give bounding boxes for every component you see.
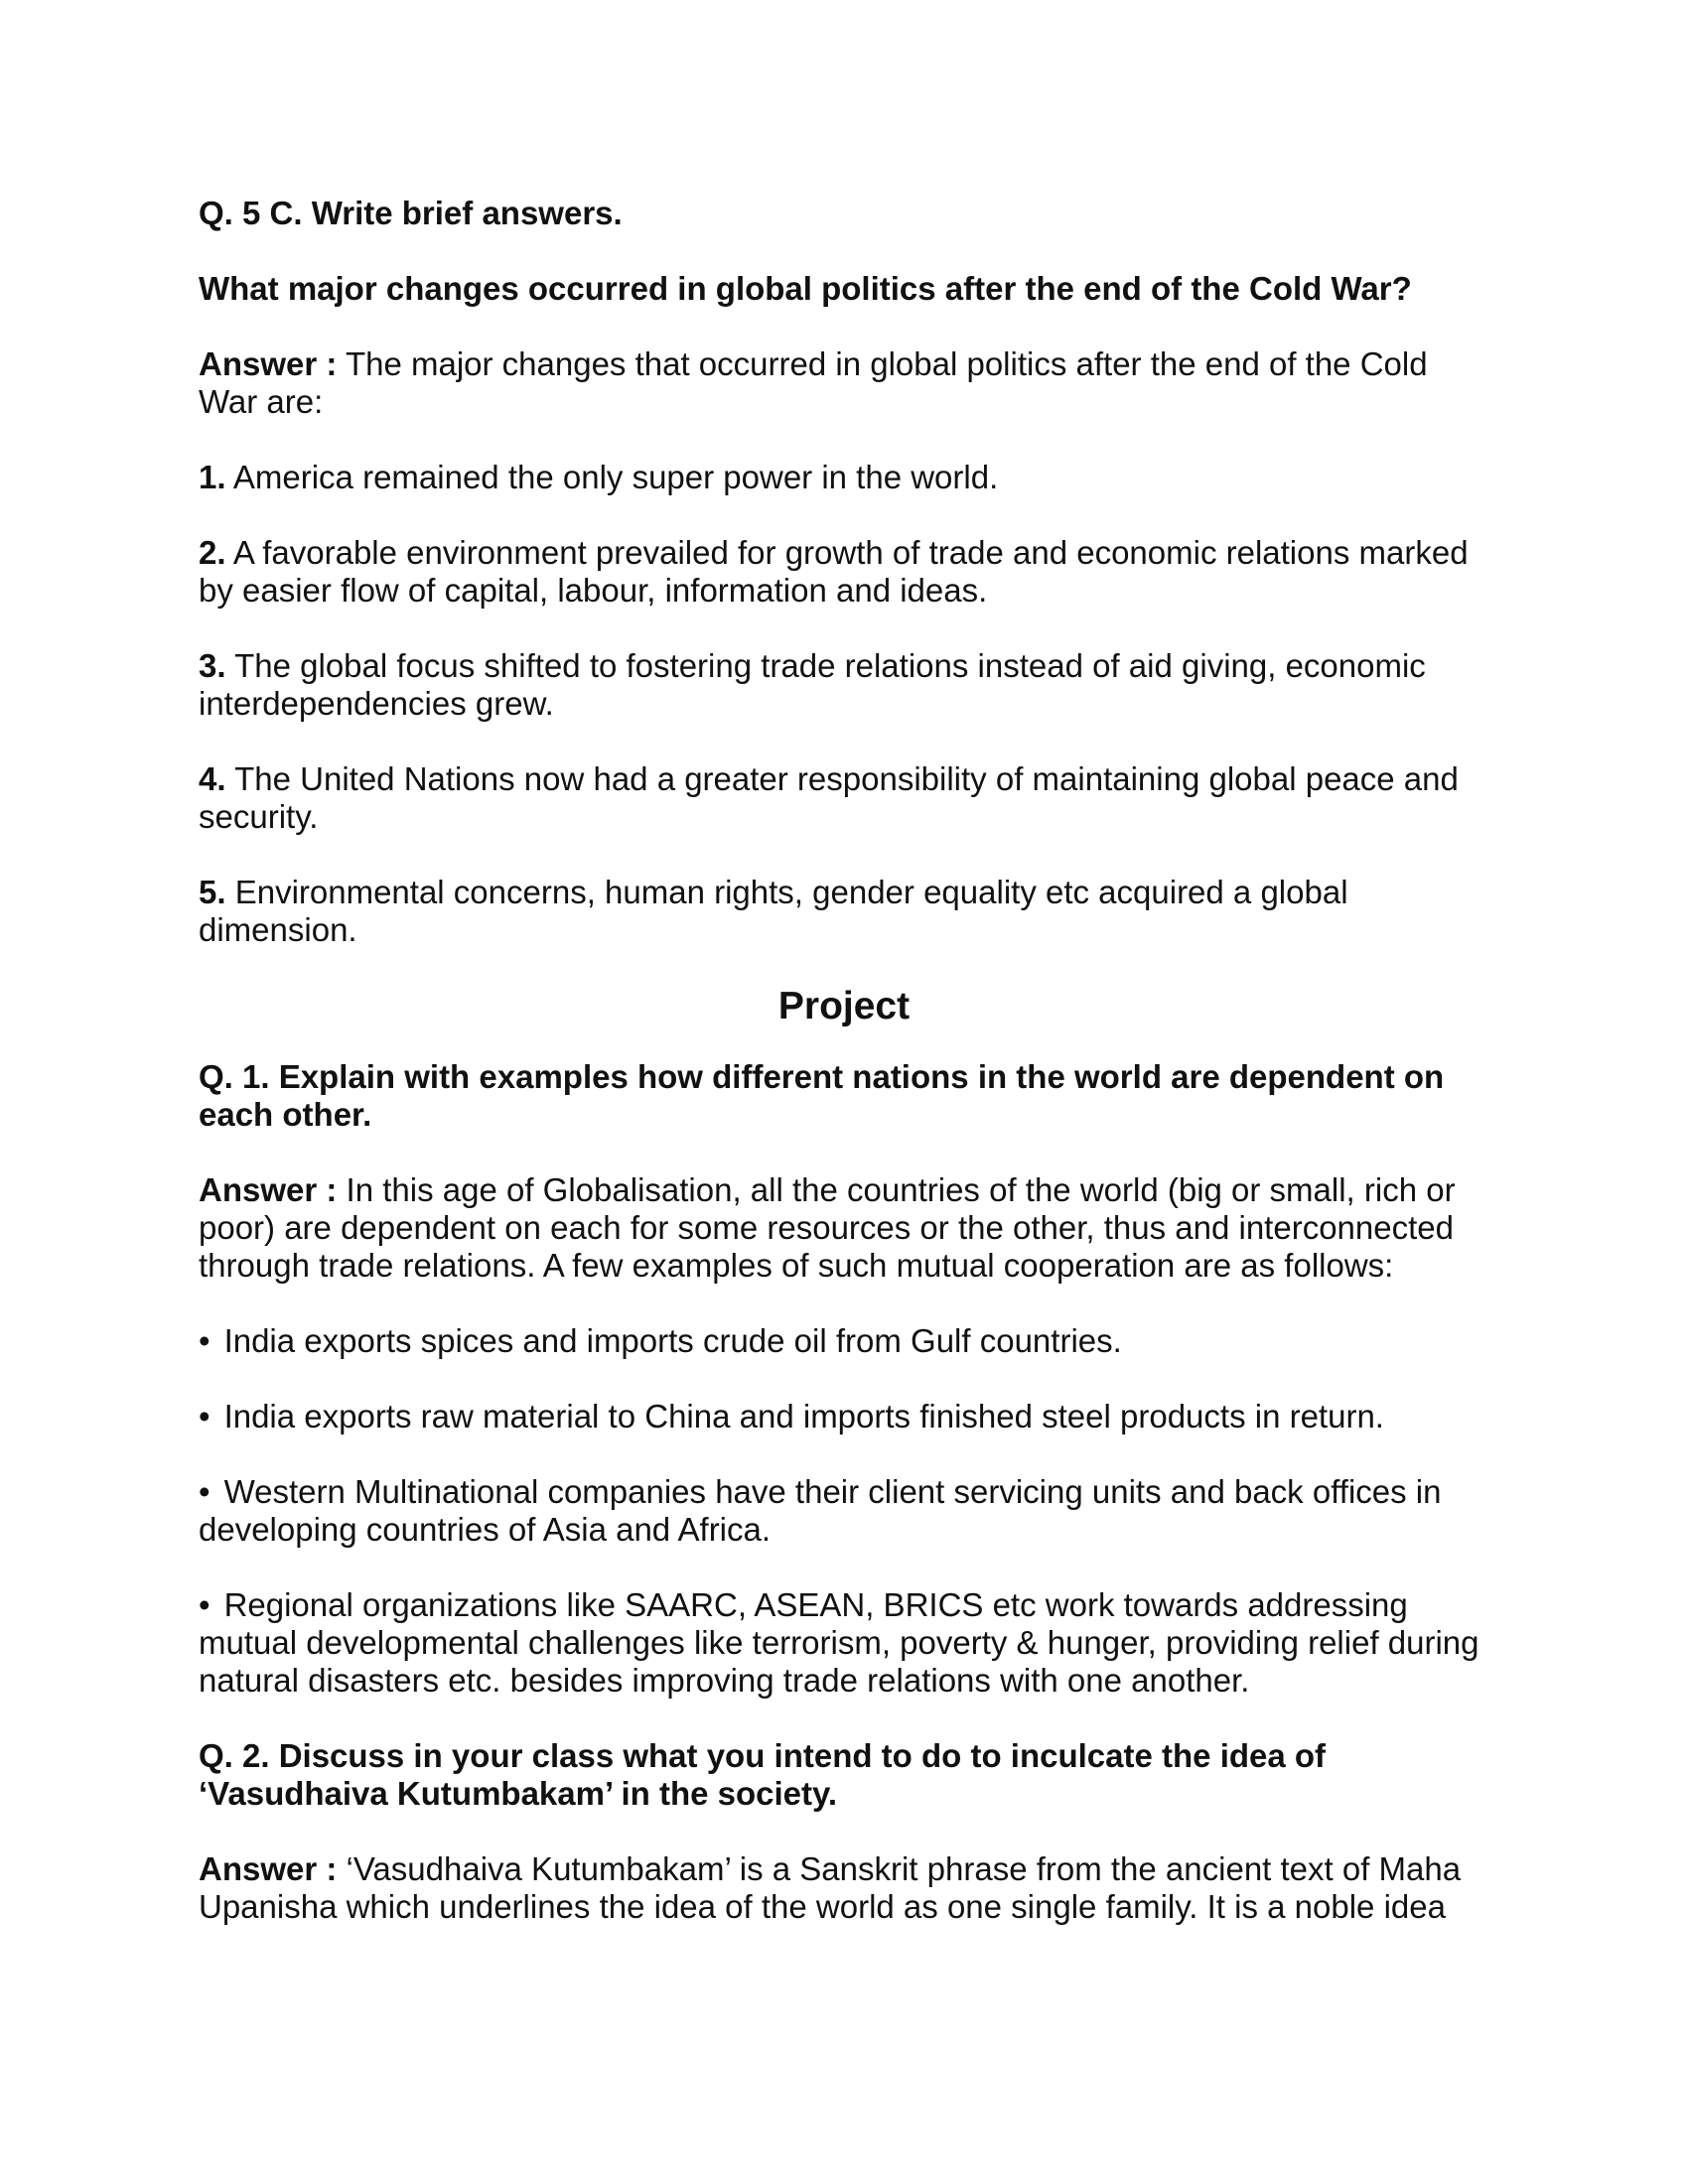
answer-paragraph bbox=[199, 1171, 1489, 1285]
bullet-item bbox=[199, 1398, 1489, 1435]
answer-label: Answer : bbox=[199, 1850, 338, 1887]
bullet-icon: • bbox=[199, 1322, 211, 1359]
bullet-text: Regional organizations like SAARC, ASEAN, BRICS etc work towards addressing mutual developmental challenges like terrorism, poverty & hunger, providing relief during natural disasters etc. besides improving trade relations with one another. bbox=[199, 1586, 1479, 1699]
point-text: Environmental concerns, human rights, gender equality etc acquired a global dimension. bbox=[199, 874, 1348, 948]
bullet-item bbox=[199, 1586, 1489, 1700]
question-text: Q. 1. Explain with examples how different nations in the world are dependent on each other. bbox=[199, 1058, 1445, 1133]
point-number: 3. bbox=[199, 647, 226, 684]
bullet-item bbox=[199, 1322, 1489, 1360]
numbered-point bbox=[199, 534, 1489, 610]
document-page bbox=[199, 195, 1489, 1926]
bullet-text: Western Multinational companies have their client servicing units and back offices in developing countries of Asia and Africa. bbox=[199, 1473, 1442, 1548]
bullet-item bbox=[199, 1473, 1489, 1549]
point-number: 1. bbox=[199, 459, 226, 495]
answer-paragraph bbox=[199, 345, 1489, 421]
bullet-text: India exports spices and imports crude oil from Gulf countries. bbox=[223, 1322, 1122, 1359]
answer-text: In this age of Globalisation, all the countries of the world (big or small, rich or poor) are dependent on each for some resources or the other, thus and interconnected through trade relations. A few examples of such mutual cooperation are as follows: bbox=[199, 1171, 1456, 1284]
numbered-point bbox=[199, 874, 1489, 949]
point-number: 2. bbox=[199, 534, 226, 571]
question-text: What major changes occurred in global politics after the end of the Cold War? bbox=[199, 270, 1412, 307]
answer-paragraph bbox=[199, 1850, 1489, 1926]
bullet-icon: • bbox=[199, 1398, 211, 1434]
numbered-point bbox=[199, 760, 1489, 836]
bullet-icon: • bbox=[199, 1586, 211, 1623]
point-number: 4. bbox=[199, 760, 226, 797]
point-text: America remained the only super power in the world. bbox=[225, 459, 999, 495]
project-title: Project bbox=[777, 985, 911, 1027]
point-text: A favorable environment prevailed for growth of trade and economic relations marked by easier flow of capital, labour, information and ideas. bbox=[199, 534, 1469, 609]
answer-label: Answer : bbox=[199, 1171, 338, 1208]
bullet-icon: • bbox=[199, 1473, 211, 1510]
numbered-point bbox=[199, 647, 1489, 723]
section-heading: Q. 5 C. Write brief answers. bbox=[199, 195, 623, 231]
point-text: The United Nations now had a greater responsibility of maintaining global peace and security. bbox=[199, 760, 1459, 835]
answer-text: The major changes that occurred in global politics after the end of the Cold War are: bbox=[199, 345, 1428, 420]
answer-text: ‘Vasudhaiva Kutumbakam’ is a Sanskrit phrase from the ancient text of Maha Upanisha which underlines the idea of the world as one single family. It is a noble idea bbox=[199, 1850, 1462, 1925]
question-text: Q. 2. Discuss in your class what you intend to do to inculcate the idea of ‘Vasudhaiva Kutumbakam’ in the society. bbox=[199, 1737, 1327, 1812]
bullet-text: India exports raw material to China and imports finished steel products in return. bbox=[223, 1398, 1384, 1434]
point-number: 5. bbox=[199, 874, 226, 910]
answer-label: Answer : bbox=[199, 345, 338, 382]
numbered-point bbox=[199, 459, 1489, 496]
point-text: The global focus shifted to fostering trade relations instead of aid giving, economic interdependencies grew. bbox=[199, 647, 1426, 722]
